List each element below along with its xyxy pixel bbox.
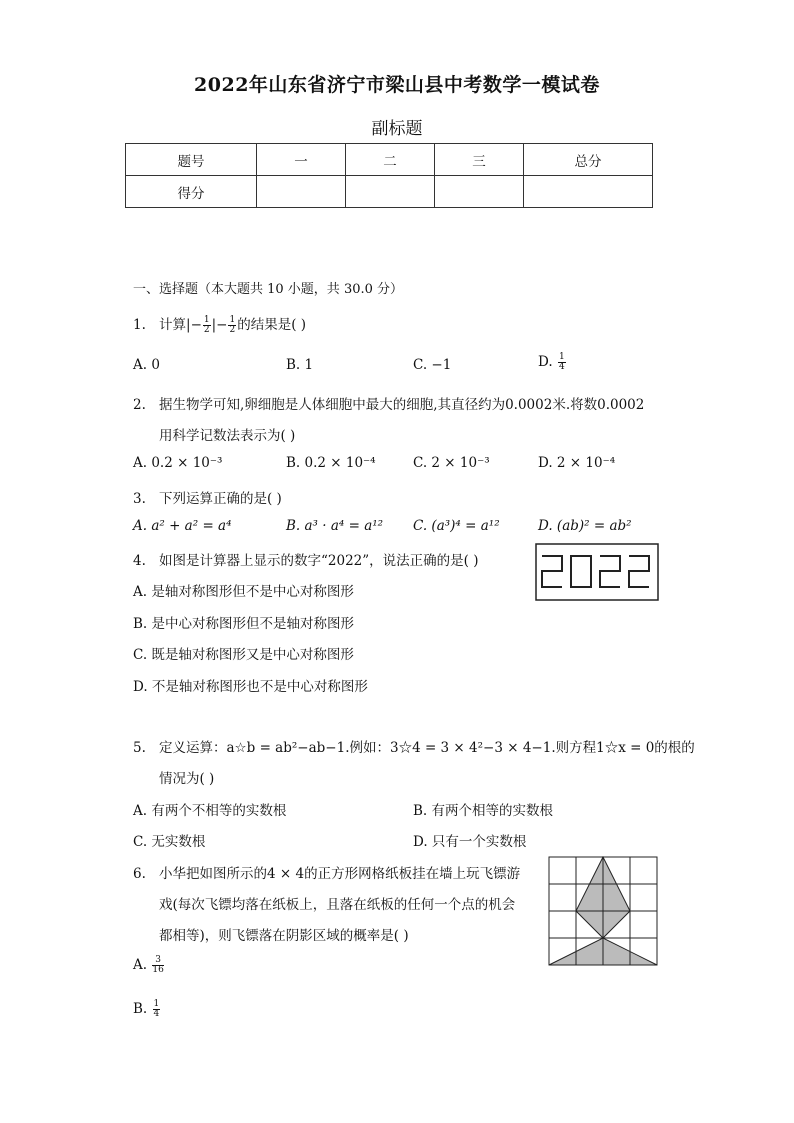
option-c[interactable]: C. 2 × 10⁻³ [413, 455, 490, 471]
q1-text: 的结果是( ) [237, 317, 307, 333]
dartboard-grid-figure [548, 856, 660, 968]
option-d[interactable]: D. 2 × 10⁻⁴ [538, 455, 616, 471]
section-heading: 一、选择题（本大题共 10 小题，共 30.0 分） [133, 282, 404, 297]
frac-num: 1 [229, 315, 236, 325]
option-c[interactable]: C. 无实数根 [133, 834, 206, 850]
question-2 [133, 393, 644, 413]
score-table-row [126, 176, 653, 208]
option-a[interactable]: A. a² + a² = a⁴ [133, 518, 232, 534]
question-5 [133, 736, 695, 756]
frac-den: 2 [229, 325, 236, 335]
table-cell: 二 [346, 144, 435, 176]
fraction [228, 316, 236, 335]
table-cell[interactable] [524, 176, 653, 208]
option-a[interactable]: A. 有两个不相等的实数根 [133, 803, 287, 819]
option-b[interactable]: B. a³ · a⁴ = a¹² [286, 518, 384, 534]
option-label: D. [538, 354, 553, 370]
question-1: 1. 计算|− $\frac{1}{2}$ |− $\frac{1}{2}$ 的结果是( ) [133, 315, 307, 335]
table-cell: 总分 [524, 144, 653, 176]
option-d[interactable]: D. (ab)² = ab² [538, 518, 632, 534]
q1-text: | [211, 317, 217, 333]
frac-num: 3 [152, 956, 163, 966]
question-number: 2. [133, 397, 146, 413]
option-d[interactable]: D. 只有一个实数根 [413, 834, 527, 850]
option-a[interactable]: A. 0 [133, 357, 160, 373]
question-2-cont: 用科学记数法表示为( ) [159, 428, 296, 444]
frac-den: 4 [558, 362, 565, 372]
question-number: 5. [133, 740, 146, 756]
table-cell: 一 [257, 144, 346, 176]
score-table [125, 143, 653, 208]
option-b[interactable]: B. 是中心对称图形但不是轴对称图形 [133, 616, 355, 632]
grid-lines [549, 857, 657, 965]
q3-text: 下列运算正确的是( ) [159, 491, 282, 507]
frac-num: 1 [558, 352, 565, 362]
frac-den: 2 [203, 325, 210, 335]
page-subtitle: 副标题 [371, 119, 423, 139]
table-cell[interactable] [346, 176, 435, 208]
option-c[interactable]: C. 既是轴对称图形又是中心对称图形 [133, 647, 354, 663]
question-number: 3. [133, 491, 146, 507]
fraction [152, 956, 163, 975]
option-a[interactable]: A. 0.2 × 10⁻³ [133, 455, 223, 471]
score-table-header-row [126, 144, 653, 176]
question-5-cont: 情况为( ) [159, 771, 215, 787]
table-cell: 得分 [126, 176, 257, 208]
q2-text: 据生物学可知,卵细胞是人体细胞中最大的细胞,其直径约为0.0002米.将数0.0002 [159, 397, 645, 413]
option-d[interactable] [538, 353, 567, 372]
question-6 [133, 862, 520, 882]
option-label: B. [133, 1001, 148, 1017]
question-6-cont: 都相等)，则飞镖落在阴影区域的概率是( ) [159, 928, 409, 944]
q1-text: 计算| [159, 317, 191, 333]
option-b[interactable]: B. 0.2 × 10⁻⁴ [286, 455, 376, 471]
frac-num: 1 [203, 315, 210, 325]
option-a[interactable]: A. 是轴对称图形但不是中心对称图形 [133, 584, 354, 600]
frac-den: 16 [152, 965, 164, 975]
option-c[interactable]: C. −1 [413, 357, 452, 373]
option-label: A. [133, 957, 148, 973]
table-cell: 三 [435, 144, 524, 176]
question-number: 1. [133, 317, 146, 333]
page-title: 2022年山东省济宁市梁山县中考数学一模试卷 [194, 74, 600, 96]
option-b[interactable]: B. 有两个相等的实数根 [413, 803, 554, 819]
frac-num: 1 [153, 999, 160, 1009]
option-a[interactable] [133, 956, 165, 975]
table-cell[interactable] [257, 176, 346, 208]
option-b[interactable] [133, 1000, 161, 1019]
question-number: 4. [133, 553, 146, 569]
table-cell: 题号 [126, 144, 257, 176]
question-number: 6. [133, 866, 146, 882]
q5-text: 定义运算：a☆b = ab²−ab−1.例如：3☆4 = 3 × 4²−3 × 4−1.则方程1☆x = 0的根的 [159, 740, 695, 756]
question-6-cont: 戏(每次飞镖均落在纸板上，且落在纸板的任何一个点的机会 [159, 897, 516, 913]
fraction [558, 353, 566, 372]
question-3 [133, 487, 282, 507]
option-b[interactable]: B. 1 [286, 357, 314, 373]
option-d[interactable]: D. 不是轴对称图形也不是中心对称图形 [133, 679, 368, 695]
q4-text: 如图是计算器上显示的数字“2022”，说法正确的是( ) [159, 553, 479, 569]
option-c[interactable]: C. (a³)⁴ = a¹² [413, 518, 500, 534]
q6-text: 小华把如图所示的4 × 4的正方形网格纸板挂在墙上玩飞镖游 [159, 866, 521, 882]
frac-den: 4 [153, 1009, 160, 1019]
question-4 [133, 549, 478, 569]
calculator-display-figure [535, 543, 659, 601]
table-cell[interactable] [435, 176, 524, 208]
fraction [203, 316, 211, 335]
fraction [153, 1000, 161, 1019]
